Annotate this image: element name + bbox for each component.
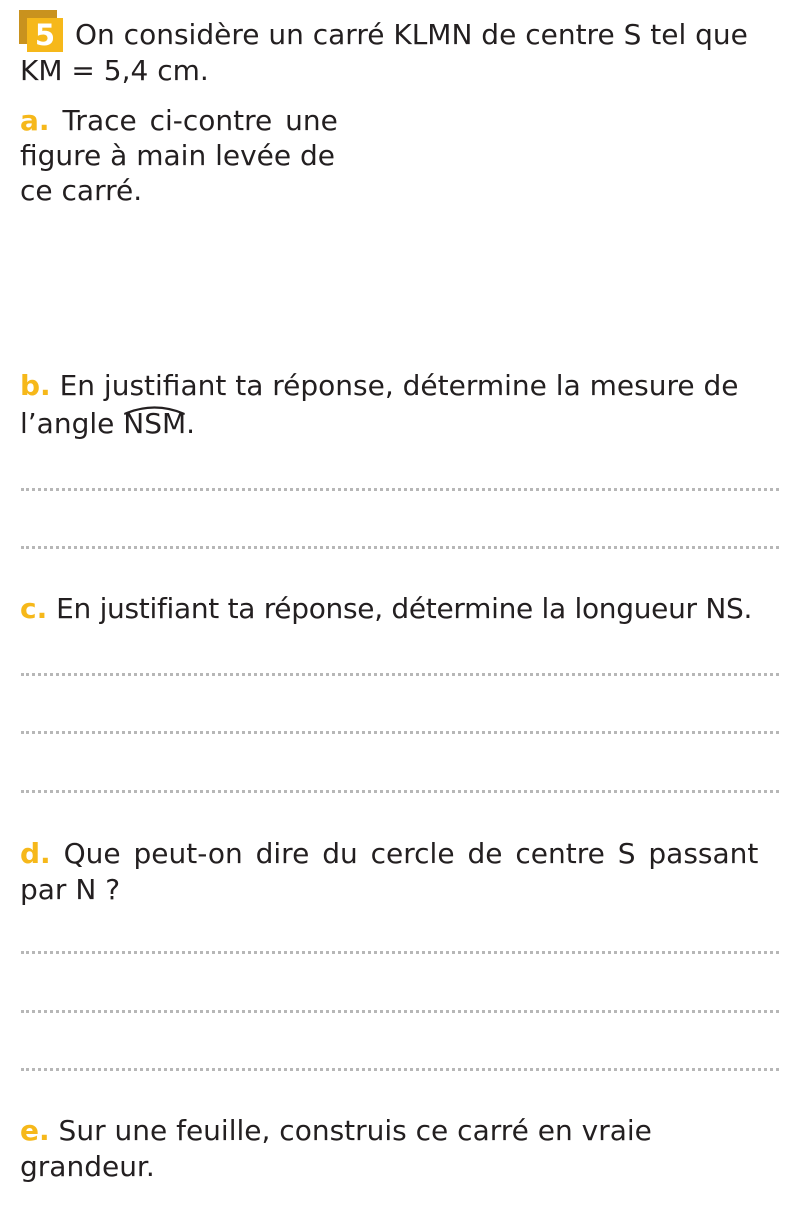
exercise-statement-line1: On considère un carré KLMN de centre S tel que xyxy=(75,18,748,51)
part-e-line2: grandeur. xyxy=(20,1150,155,1183)
part-a-line3: ce carré. xyxy=(20,174,143,207)
part-d-line2: par N ? xyxy=(20,873,121,906)
answer-line-b2[interactable] xyxy=(21,546,779,549)
angle-hat-icon xyxy=(123,401,186,415)
part-b-letter: b. xyxy=(20,369,51,402)
answer-line-b1[interactable] xyxy=(21,488,779,491)
answer-line-d2[interactable] xyxy=(21,1010,779,1013)
part-a-letter: a. xyxy=(20,104,50,137)
part-b-line1 xyxy=(20,369,739,402)
angle-label: NSM xyxy=(123,407,187,440)
part-c-letter: c. xyxy=(20,592,48,625)
part-b-line2 xyxy=(20,407,195,440)
part-c-text1: En justifiant ta réponse, détermine la longueur NS. xyxy=(56,592,753,625)
part-a-line2: figure à main levée de xyxy=(20,139,336,172)
part-d-line1 xyxy=(20,837,758,870)
exercise-statement-line2: KM = 5,4 cm. xyxy=(20,54,209,87)
part-b-text1: En justifiant ta réponse, détermine la mesure de xyxy=(59,369,739,402)
part-b-angle-prefix: l’angle xyxy=(20,407,124,440)
part-e-text1: Sur une feuille, construis ce carré en vraie xyxy=(58,1114,652,1147)
answer-line-d3[interactable] xyxy=(21,1068,779,1071)
part-c-line1 xyxy=(20,592,752,625)
answer-line-c1[interactable] xyxy=(21,673,779,676)
exercise-number: 5 xyxy=(27,18,63,52)
part-a-line1 xyxy=(20,104,338,137)
answer-line-c3[interactable] xyxy=(21,790,779,793)
part-e-line1 xyxy=(20,1114,652,1147)
part-d-text1: Que peut-on dire du cercle de centre S passant xyxy=(63,837,759,870)
part-d-letter: d. xyxy=(20,837,51,870)
part-b-angle-suffix: . xyxy=(186,407,196,440)
exercise-number-badge xyxy=(19,10,63,52)
angle-nsm xyxy=(123,407,186,440)
part-e-letter: e. xyxy=(20,1114,50,1147)
answer-line-d1[interactable] xyxy=(21,951,779,954)
part-a-text1: Trace ci-contre une xyxy=(62,104,338,137)
answer-line-c2[interactable] xyxy=(21,731,779,734)
